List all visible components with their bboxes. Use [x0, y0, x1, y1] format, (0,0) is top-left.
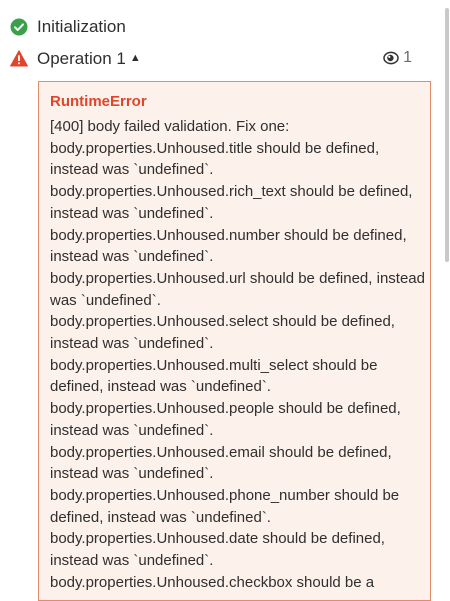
error-title: RuntimeError	[50, 93, 147, 110]
error-message: [400] body failed validation. Fix one: body.properties.Unhoused.title should be defined, instead was `undefined`. body.properties.Unhoused.rich_text should be defined, instead was `undefined`. body.properties.Unhoused.number should be defined, instead was `undefined`. body.properties.Unhoused.url should be defined, instead was `undefined`. body.properties.Unhoused.select should be defined, instead was `undefined`. body.properties.Unhoused.multi_select should be defined, instead was `undefined`. body.properties.Unhoused.people should be defined, instead was `undefined`. body.properties.Unhoused.email should be defined, instead was `undefined`. body.properties.Unhoused.phone_number should be defined, instead was `undefined`. body.properties.Unhoused.date should be defined, instead was `undefined`. body.properties.Unhoused.checkbox should be a	[50, 118, 425, 591]
eye-icon	[383, 51, 399, 65]
view-count-value: 1	[403, 49, 412, 66]
step-label-text: Operation 1	[37, 48, 126, 68]
step-label	[37, 44, 141, 73]
warning-triangle-icon	[10, 49, 28, 67]
step-label: Initialization	[37, 17, 126, 36]
step-operation-1[interactable]	[0, 44, 440, 72]
view-count[interactable]	[383, 49, 412, 67]
scrollbar-thumb[interactable]	[445, 8, 449, 262]
step-initialization[interactable]	[0, 13, 440, 41]
scrollbar[interactable]	[444, 0, 450, 580]
collapse-caret-icon[interactable]: ▲	[129, 51, 141, 64]
check-circle-icon	[10, 18, 28, 36]
error-panel	[38, 81, 431, 601]
